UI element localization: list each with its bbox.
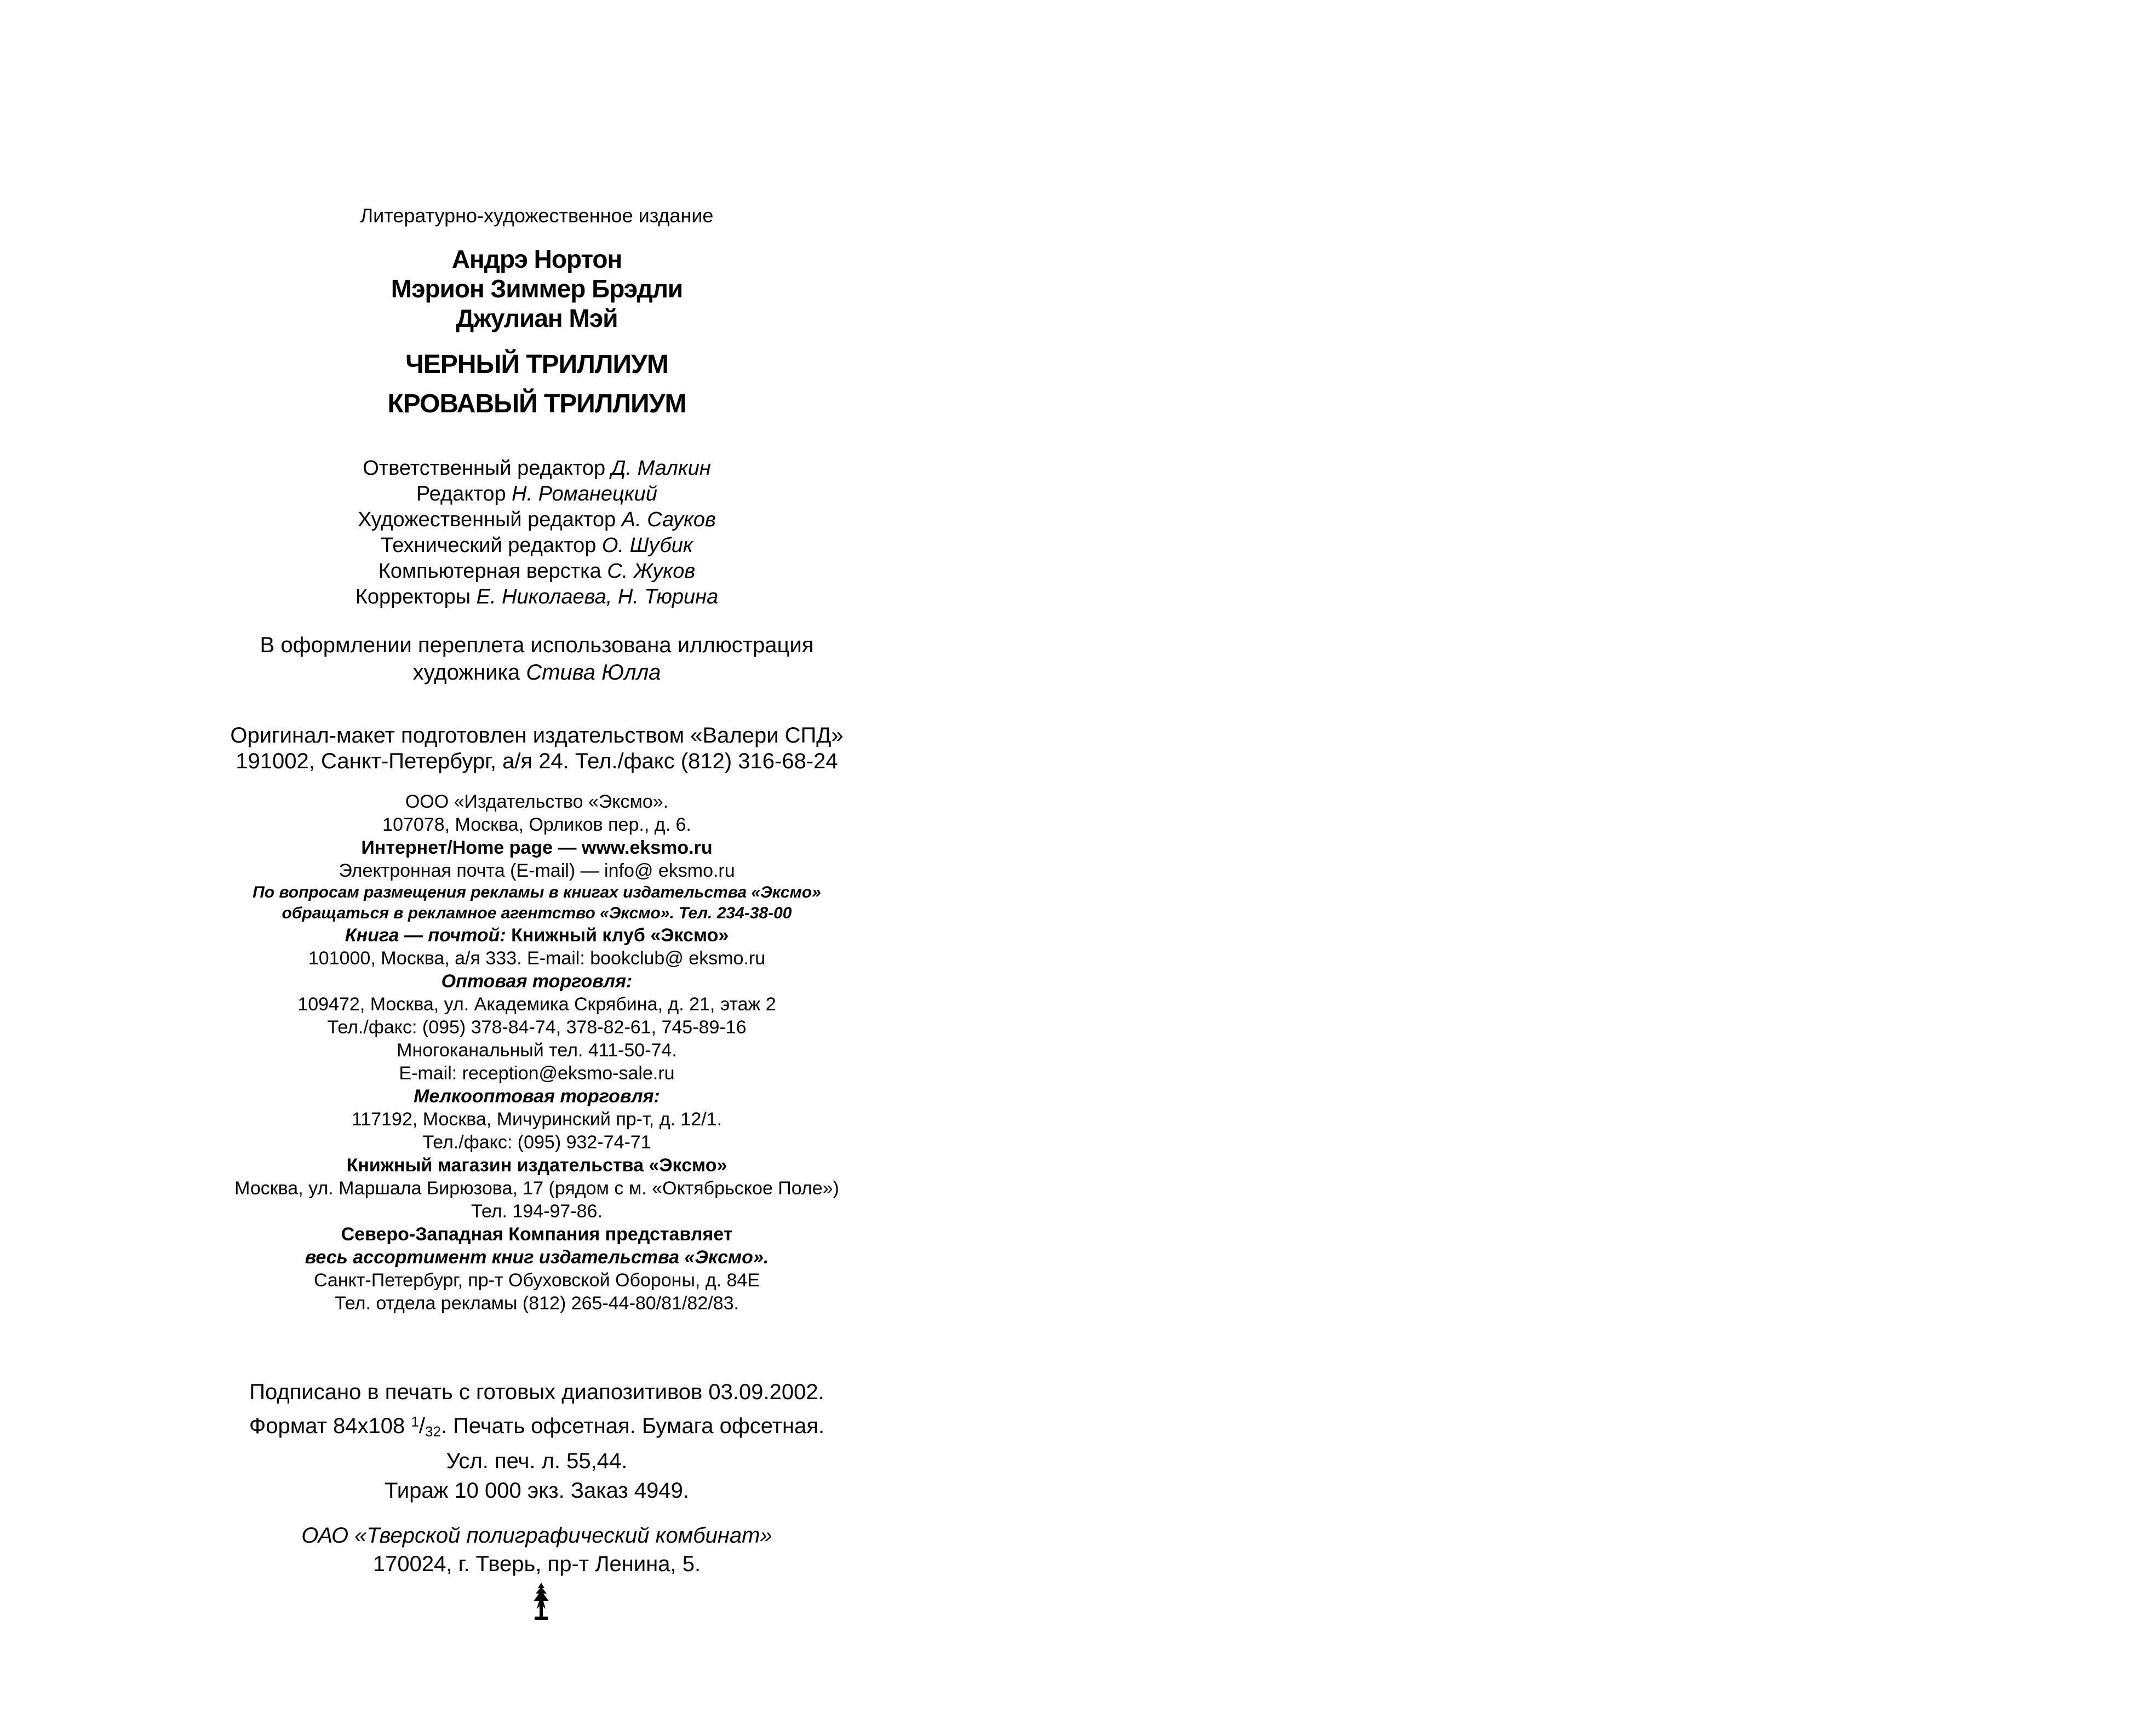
book-title: КРОВАВЫЙ ТРИЛЛИУМ	[387, 389, 686, 418]
editor-role: Корректоры	[355, 585, 471, 608]
nw-company-line: Северо-Западная Компания представляет	[341, 1224, 733, 1245]
publisher-block	[148, 790, 926, 1315]
printed-sheets: Усл. печ. л. 55,44.	[446, 1449, 628, 1473]
format-denominator: 32	[425, 1423, 441, 1440]
wholesale-address: 109472, Москва, ул. Академика Скрябина, д. 21, этаж 2	[297, 994, 776, 1015]
original-layout-line: 191002, Санкт-Петербург, а/я 24. Тел./факс (812) 316-68-24	[236, 749, 838, 773]
editor-role: Редактор	[416, 482, 506, 505]
nw-phone: Тел. отдела рекламы (812) 265-44-80/81/82/83.	[335, 1293, 739, 1314]
editor-line	[148, 456, 926, 481]
author-name: Джулиан Мэй	[456, 304, 618, 332]
edition-type-block	[148, 204, 926, 227]
ads-note: По вопросам размещения рекламы в книгах издательства «Эксмо»	[253, 883, 821, 901]
editor-role: Ответственный редактор	[363, 457, 606, 480]
editor-name: Н. Романецкий	[512, 482, 657, 505]
publisher-address: 107078, Москва, Орликов пер., д. 6.	[382, 814, 691, 835]
format-numerator: 1	[411, 1413, 419, 1430]
editor-name: О. Шубик	[601, 534, 693, 557]
editor-name: С. Жуков	[607, 560, 696, 583]
author-name: Мэрион Зиммер Брэдли	[391, 274, 683, 303]
editor-name: Е. Николаева, Н. Тюрина	[476, 585, 719, 608]
small-wholesale-address: 117192, Москва, Мичуринский пр-т, д. 12/1.	[351, 1109, 723, 1130]
cover-artist: Стива Юлла	[526, 660, 661, 685]
authors-block	[148, 244, 926, 333]
nw-company-line: весь ассортимент книг издательства «Эксмо».	[305, 1247, 769, 1268]
shop-label: Книжный магазин издательства «Эксмо»	[346, 1155, 727, 1176]
editor-role: Художественный редактор	[358, 508, 616, 531]
cover-note-line: В оформлении переплета использована иллюстрация	[260, 633, 814, 657]
shop-phone: Тел. 194-97-86.	[471, 1201, 603, 1222]
format-line: Формат 84x108 $^1/_{32}$. Печать офсетная. Бумага офсетная.	[249, 1413, 825, 1440]
cover-note-block	[148, 631, 926, 686]
editor-line	[148, 507, 926, 533]
editor-name: А. Сауков	[621, 508, 716, 531]
editor-line	[148, 559, 926, 584]
cover-note-prefix: художника	[412, 660, 520, 685]
print-info-block	[148, 1377, 926, 1505]
nw-address: Санкт-Петербург, пр-т Обуховской Обороны, д. 84Е	[313, 1270, 760, 1291]
publisher-website: Интернет/Home page — www.eksmo.ru	[361, 837, 713, 858]
wholesale-label: Оптовая торговля:	[441, 971, 633, 992]
format-prefix: Формат 84x108	[249, 1414, 405, 1438]
wholesale-multichannel: Многоканальный тел. 411-50-74.	[397, 1040, 677, 1061]
wholesale-phone: Тел./факс: (095) 378-84-74, 378-82-61, 745-89-16	[327, 1017, 747, 1038]
editor-line	[148, 533, 926, 559]
publisher-mark-icon	[525, 1580, 558, 1624]
printer-block	[148, 1521, 926, 1578]
printer-name: ОАО «Тверской полиграфический комбинат»	[301, 1523, 772, 1548]
editor-role: Технический редактор	[381, 534, 597, 557]
editor-role: Компьютерная верстка	[378, 560, 601, 583]
author-name: Андрэ Нортон	[451, 245, 622, 273]
format-suffix: . Печать офсетная. Бумага офсетная.	[440, 1414, 825, 1438]
publisher-email: Электронная почта (E-mail) — info@ eksmo.ru	[339, 860, 735, 881]
editor-name: Д. Малкин	[611, 457, 711, 480]
original-layout-block	[148, 723, 926, 774]
cover-note-line	[148, 659, 926, 686]
edition-type: Литературно-художественное издание	[360, 204, 714, 227]
publisher-name: ООО «Издательство «Эксмо».	[405, 791, 669, 812]
wholesale-email: E-mail: reception@eksmo-sale.ru	[399, 1063, 675, 1084]
ads-note: обращаться в рекламное агентство «Эксмо». Тел. 234-38-00	[282, 904, 792, 922]
original-layout-line: Оригинал-макет подготовлен издательством «Валери СПД»	[230, 723, 844, 748]
small-wholesale-phone: Тел./факс: (095) 932-74-71	[422, 1132, 651, 1153]
book-title: ЧЕРНЫЙ ТРИЛЛИУМ	[405, 350, 668, 379]
mail-order-label: Книга — почтой:	[345, 925, 506, 946]
mail-order-club: Книжный клуб «Эксмо»	[511, 925, 729, 946]
mail-order-line	[148, 924, 926, 947]
imprint-page	[148, 0, 926, 1725]
mail-order-address: 101000, Москва, а/я 333. E-mail: bookclub@ eksmo.ru	[308, 948, 766, 969]
editor-line	[148, 481, 926, 507]
editor-line	[148, 584, 926, 610]
printer-address: 170024, г. Тверь, пр-т Ленина, 5.	[372, 1552, 701, 1576]
editors-block	[148, 456, 926, 610]
signed-date: Подписано в печать с готовых диапозитивов 03.09.2002.	[249, 1380, 824, 1404]
circulation: Тираж 10 000 экз. Заказ 4949.	[385, 1479, 689, 1503]
small-wholesale-label: Мелкооптовая торговля:	[414, 1086, 660, 1107]
titles-block	[148, 345, 926, 424]
shop-address: Москва, ул. Маршала Бирюзова, 17 (рядом с м. «Октябрьское Поле»)	[234, 1178, 839, 1199]
